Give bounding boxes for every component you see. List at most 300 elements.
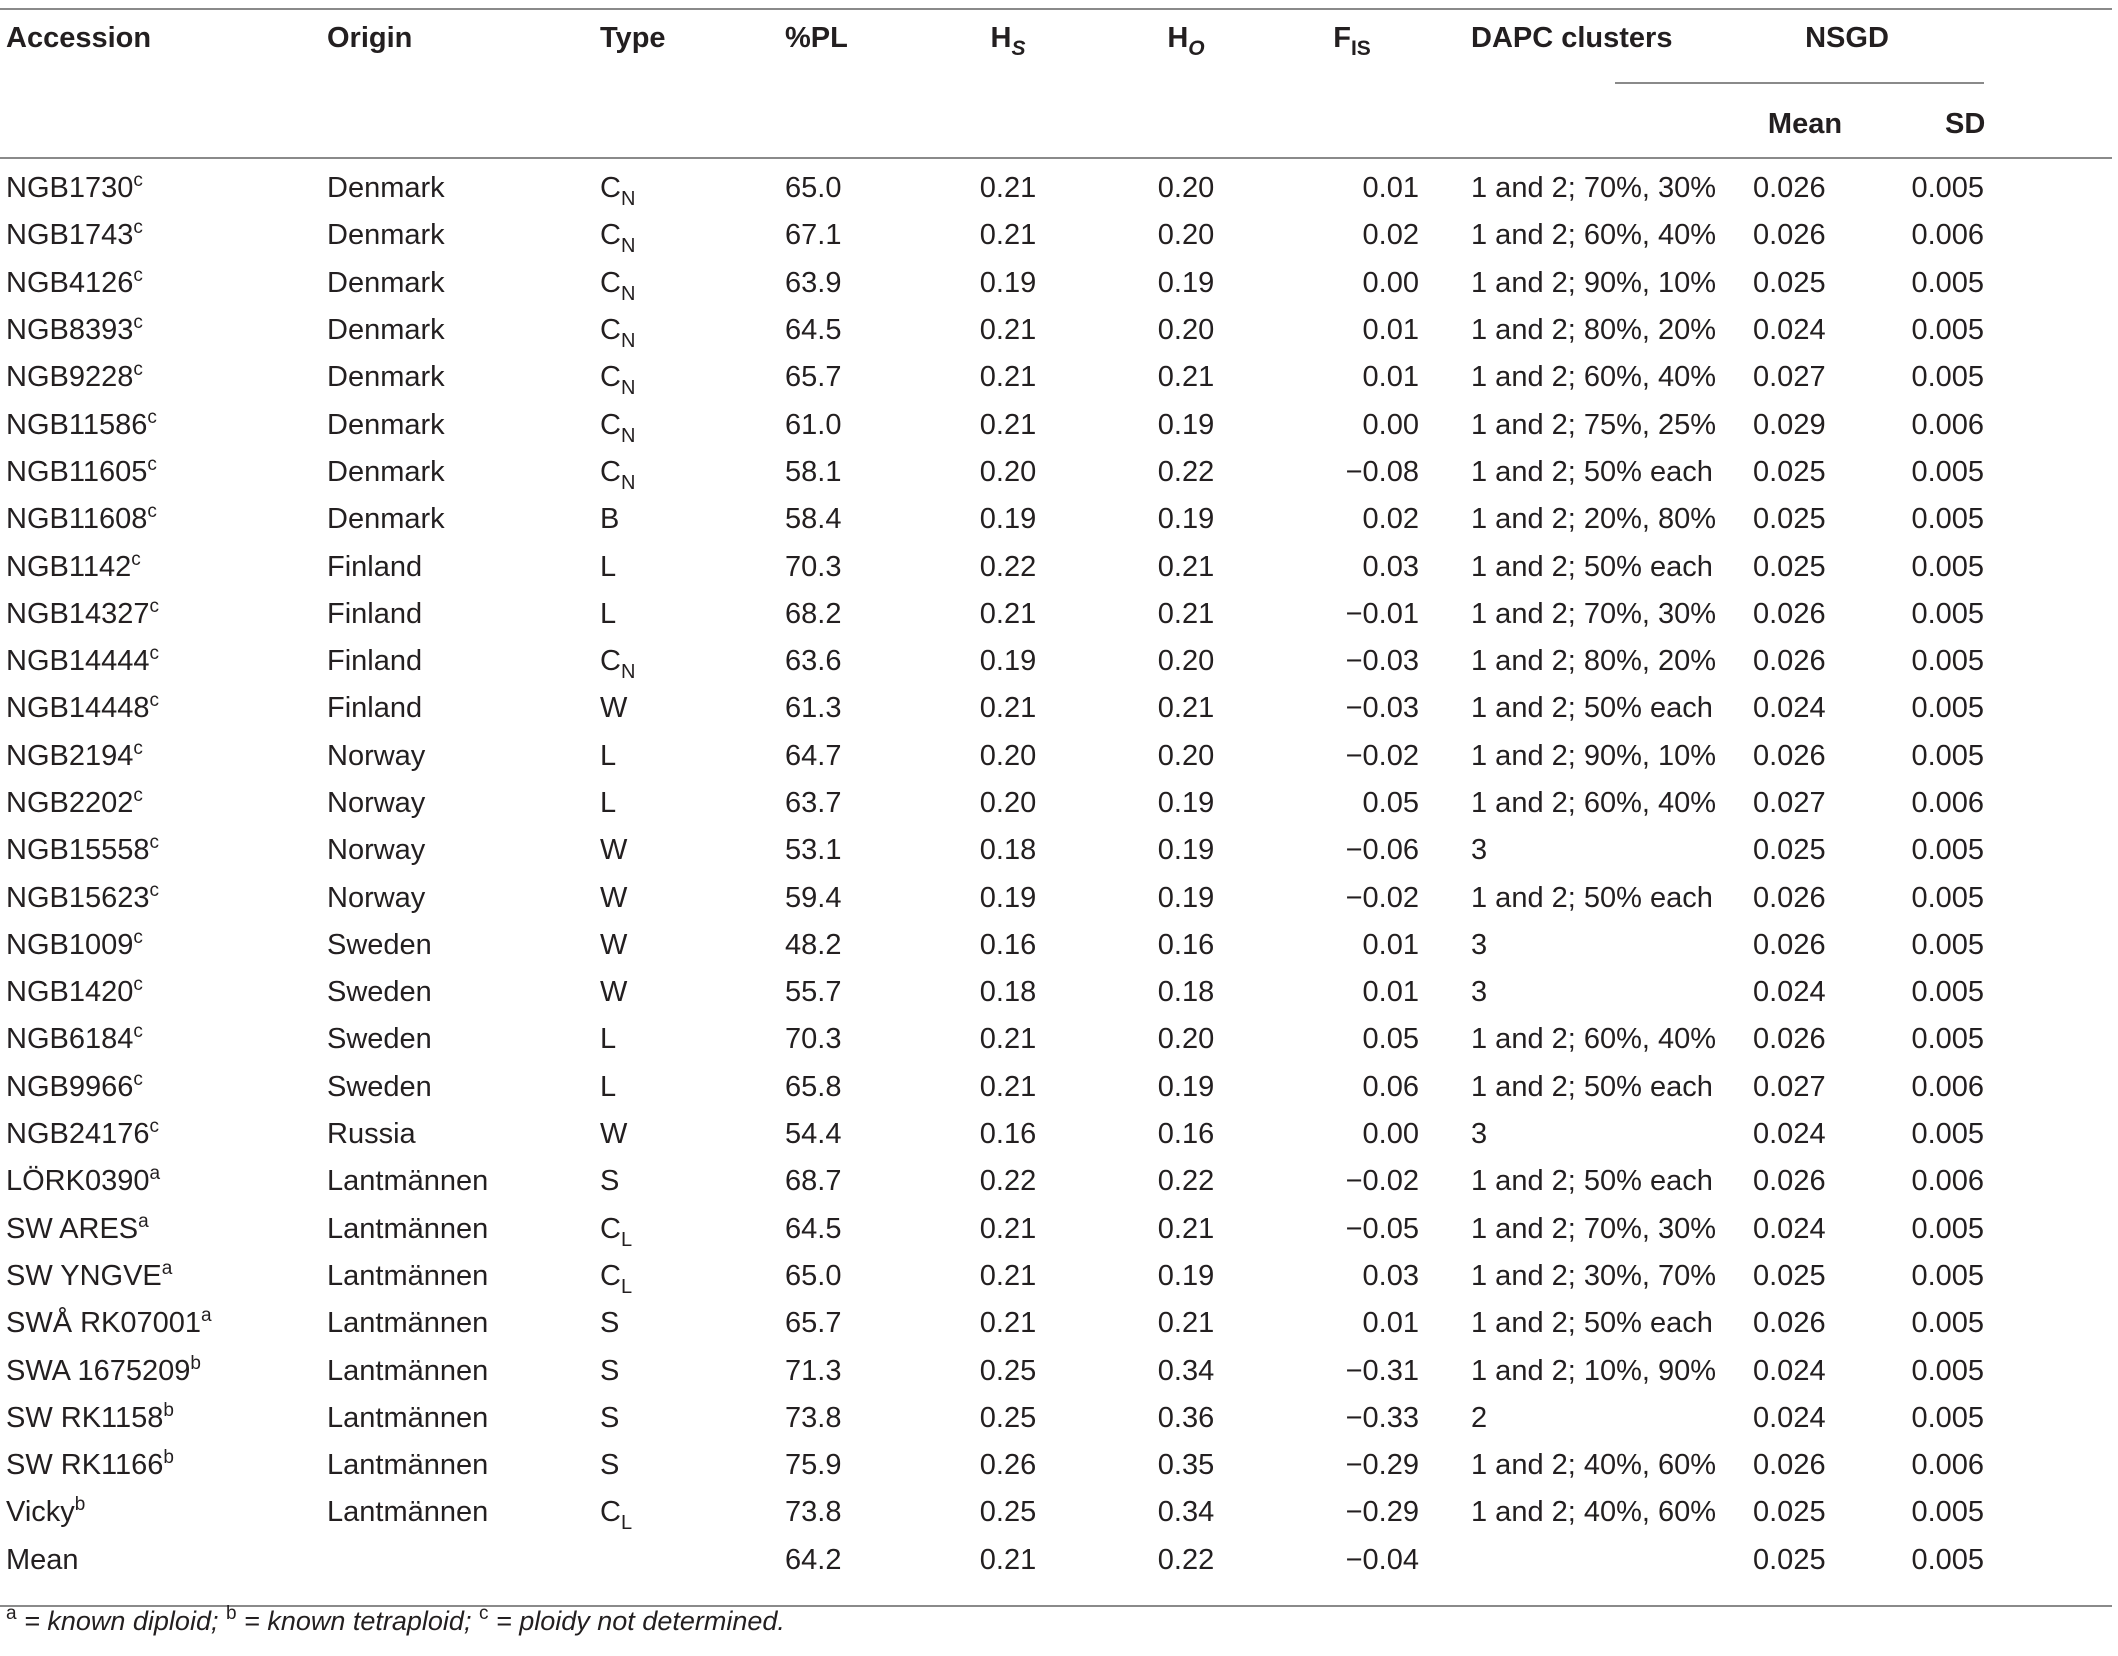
cell-sd: 0.005 <box>1911 881 1985 914</box>
header-subrow <box>0 83 2112 165</box>
cell-pl: 65.7 <box>785 361 842 394</box>
cell-hs: 0.22 <box>979 550 1037 583</box>
cell-accession: NGB15623$^c$ <box>6 879 159 914</box>
cell-pl: 67.1 <box>785 219 842 252</box>
cell-dapc <box>1429 1537 1615 1584</box>
cell-accession: SW RK1166$^b$ <box>6 1447 174 1482</box>
cell-type: $C_L$ <box>600 1496 633 1535</box>
cell-sd: 0.005 <box>1911 739 1985 772</box>
cell-fis: −0.33 <box>1345 1401 1419 1434</box>
cell-origin: Lantmännen <box>327 1212 489 1245</box>
cell-ho: 0.20 <box>1157 1023 1215 1056</box>
cell-fis: 0.01 <box>1362 361 1419 394</box>
cell-pl: 68.2 <box>785 597 842 630</box>
cell-ho: 0.19 <box>1157 787 1215 819</box>
cell-accession: NGB15558$^c$ <box>6 832 159 867</box>
cell-origin: Denmark <box>327 172 445 205</box>
table-row <box>0 449 2112 496</box>
cell-dapc: 1 and 2; 40%, 60% <box>1471 1496 1717 1529</box>
cell-origin: Lantmännen <box>327 1165 489 1198</box>
cell-fis: −0.02 <box>1345 881 1419 914</box>
cell-origin: Lantmännen <box>327 1259 489 1292</box>
cell-mean: 0.026 <box>1753 928 1826 961</box>
cell-accession: NGB8393$^c$ <box>6 312 143 347</box>
cell-hs: 0.20 <box>979 787 1037 819</box>
cell-fis: 0.01 <box>1362 172 1419 205</box>
cell-mean: 0.024 <box>1753 1401 1826 1434</box>
cell-origin: Norway <box>327 787 426 819</box>
cell-origin: Lantmännen <box>327 1449 489 1482</box>
cell-mean: 0.024 <box>1753 1354 1826 1387</box>
cell-mean: 0.026 <box>1753 739 1826 772</box>
cell-mean: 0.026 <box>1753 1023 1826 1056</box>
cell-type: L <box>600 550 617 583</box>
cell-ho: 0.16 <box>1157 928 1215 961</box>
cell-hs: 0.21 <box>979 361 1037 394</box>
cell-fis: −0.03 <box>1345 692 1419 725</box>
cell-origin: Norway <box>327 834 426 867</box>
cell-ho: 0.20 <box>1157 314 1215 347</box>
cell-hs: 0.25 <box>979 1496 1037 1529</box>
cell-pl: 54.4 <box>785 1118 842 1151</box>
cell-accession: NGB1009$^c$ <box>6 926 143 961</box>
cell-pl: 73.8 <box>785 1496 842 1529</box>
table-row <box>0 1158 2112 1205</box>
cell-dapc: 1 and 2; 75%, 25% <box>1471 408 1717 441</box>
cell-mean: 0.024 <box>1753 976 1826 1009</box>
cell-ho: 0.19 <box>1157 1070 1215 1103</box>
cell-dapc: 1 and 2; 50% each <box>1471 881 1713 914</box>
cell-type: $C_N$ <box>600 314 636 353</box>
cell-hs: 0.16 <box>979 928 1037 961</box>
cell-ho: 0.19 <box>1157 266 1215 299</box>
cell-ho: 0.16 <box>1157 1118 1215 1151</box>
cell-type: $C_N$ <box>600 361 636 400</box>
cell-type: $C_N$ <box>600 455 636 494</box>
cell-pl: 55.7 <box>785 976 842 1009</box>
cell-fis: 0.05 <box>1362 1023 1419 1056</box>
cell-fis: 0.01 <box>1362 976 1419 1009</box>
cell-pl: 70.3 <box>785 550 842 583</box>
cell-accession: NGB11605$^c$ <box>6 453 157 488</box>
cell-fis: 0.05 <box>1362 787 1419 819</box>
cell-sd: 0.006 <box>1911 408 1985 441</box>
cell-origin: Sweden <box>327 1023 432 1056</box>
cell-accession: NGB9228$^c$ <box>6 359 143 394</box>
cell-fis: 0.01 <box>1362 928 1419 961</box>
cell-pl: 64.7 <box>785 739 842 772</box>
cell-type: W <box>600 692 628 725</box>
cell-sd: 0.005 <box>1911 503 1985 536</box>
table-row <box>0 307 2112 354</box>
cell-ho: 0.19 <box>1157 503 1215 536</box>
cell-pl: 64.5 <box>785 314 842 347</box>
cell-accession: NGB1420$^c$ <box>6 974 143 1009</box>
cell-sd: 0.005 <box>1911 1496 1985 1529</box>
col-origin: Origin <box>327 22 413 54</box>
cell-pl: 53.1 <box>785 834 842 867</box>
cell-hs: 0.20 <box>979 455 1037 488</box>
cell-pl: 65.0 <box>785 172 842 205</box>
cell-accession: LÖRK0390$^a$ <box>6 1163 161 1198</box>
cell-ho: 0.34 <box>1157 1354 1215 1387</box>
cell-hs: 0.21 <box>979 1070 1037 1103</box>
cell-origin: Sweden <box>327 928 432 961</box>
cell-sd: 0.005 <box>1911 1023 1985 1056</box>
cell-mean: 0.024 <box>1753 314 1826 347</box>
cell-hs: 0.21 <box>979 1023 1037 1056</box>
cell-origin: Denmark <box>327 219 445 252</box>
cell-sd: 0.005 <box>1911 1307 1985 1340</box>
cell-sd: 0.005 <box>1911 314 1985 347</box>
cell-origin: Norway <box>327 881 426 914</box>
cell-sd: 0.005 <box>1911 597 1985 630</box>
table-row <box>0 1253 2112 1300</box>
table-row <box>0 733 2112 780</box>
table-row <box>0 1347 2112 1394</box>
cell-pl: 63.7 <box>785 787 842 819</box>
cell-hs: 0.19 <box>979 881 1037 914</box>
cell-dapc: 1 and 2; 50% each <box>1471 1307 1713 1340</box>
cell-origin: Lantmännen <box>327 1401 489 1434</box>
cell-type: $C_N$ <box>600 408 636 447</box>
cell-sd: 0.006 <box>1911 1070 1985 1103</box>
cell-origin: Denmark <box>327 455 445 488</box>
cell-hs: 0.21 <box>979 1543 1037 1576</box>
table-row <box>0 638 2112 685</box>
cell-mean: 0.027 <box>1753 361 1826 394</box>
cell-mean: 0.026 <box>1753 645 1826 678</box>
cell-fis: −0.29 <box>1345 1449 1419 1482</box>
cell-pl: 71.3 <box>785 1354 842 1387</box>
cell-type: S <box>600 1449 620 1482</box>
cell-fis: 0.00 <box>1362 266 1419 299</box>
table-row <box>0 165 2112 212</box>
cell-fis: −0.03 <box>1345 645 1419 678</box>
cell-dapc: 3 <box>1471 928 1488 961</box>
cell-ho: 0.22 <box>1157 455 1215 488</box>
cell-dapc: 1 and 2; 50% each <box>1471 1070 1713 1103</box>
cell-fis: −0.05 <box>1345 1212 1419 1245</box>
table-row <box>0 922 2112 969</box>
cell-accession: Mean <box>6 1543 79 1576</box>
cell-hs: 0.19 <box>979 503 1037 536</box>
cell-pl: 61.0 <box>785 408 842 441</box>
cell-pl: 63.9 <box>785 266 842 299</box>
cell-type: S <box>600 1307 620 1340</box>
cell-dapc: 3 <box>1471 1118 1488 1151</box>
cell-fis: −0.02 <box>1345 739 1419 772</box>
cell-dapc: 1 and 2; 50% each <box>1471 1165 1713 1198</box>
cell-ho: 0.21 <box>1157 1212 1215 1245</box>
cell-ho: 0.21 <box>1157 597 1215 630</box>
cell-mean: 0.027 <box>1753 1070 1826 1103</box>
cell-type: L <box>600 787 617 819</box>
cell-origin: Denmark <box>327 314 445 347</box>
cell-mean: 0.026 <box>1753 1307 1826 1340</box>
header-rule <box>0 157 2112 159</box>
cell-fis: −0.06 <box>1345 834 1419 867</box>
cell-accession: NGB6184$^c$ <box>6 1021 143 1056</box>
table-row <box>0 1016 2112 1063</box>
cell-sd: 0.005 <box>1911 455 1985 488</box>
cell-ho: 0.20 <box>1157 172 1215 205</box>
cell-sd: 0.005 <box>1911 361 1985 394</box>
cell-type: $C_L$ <box>600 1212 633 1251</box>
cell-dapc: 1 and 2; 70%, 30% <box>1471 1212 1717 1245</box>
cell-type: L <box>600 597 617 630</box>
cell-origin: Russia <box>327 1118 416 1151</box>
cell-origin: Lantmännen <box>327 1354 489 1387</box>
cell-dapc: 1 and 2; 50% each <box>1471 692 1713 725</box>
table-row <box>0 1442 2112 1489</box>
cell-pl: 59.4 <box>785 881 842 914</box>
cell-mean: 0.025 <box>1753 1259 1826 1292</box>
cell-accession: NGB11586$^c$ <box>6 406 157 441</box>
col-sd: SD <box>1945 108 1986 140</box>
cell-type: W <box>600 928 628 961</box>
cell-origin: Sweden <box>327 1070 432 1103</box>
cell-mean: 0.026 <box>1753 1165 1826 1198</box>
cell-origin: Lantmännen <box>327 1496 489 1529</box>
table-row <box>0 354 2112 401</box>
cell-dapc: 1 and 2; 30%, 70% <box>1471 1259 1717 1292</box>
cell-ho: 0.20 <box>1157 645 1215 678</box>
cell-pl: 48.2 <box>785 928 842 961</box>
cell-ho: 0.19 <box>1157 408 1215 441</box>
cell-mean: 0.026 <box>1753 219 1826 252</box>
cell-fis: 0.00 <box>1362 408 1419 441</box>
col-hs: $H_S$ <box>990 22 1026 60</box>
cell-sd: 0.005 <box>1911 1354 1985 1387</box>
col-accession: Accession <box>6 22 152 54</box>
cell-pl: 63.6 <box>785 645 842 678</box>
cell-fis: 0.02 <box>1362 503 1419 536</box>
cell-hs: 0.26 <box>979 1449 1037 1482</box>
cell-accession: NGB14448$^c$ <box>6 690 159 725</box>
cell-mean: 0.025 <box>1753 455 1826 488</box>
cell-fis: −0.04 <box>1345 1543 1419 1576</box>
cell-type: B <box>600 503 620 536</box>
cell-dapc: 1 and 2; 70%, 30% <box>1471 597 1717 630</box>
table-row <box>0 874 2112 921</box>
cell-type: L <box>600 1070 617 1103</box>
cell-mean: 0.026 <box>1753 597 1826 630</box>
cell-sd: 0.005 <box>1911 1212 1985 1245</box>
cell-accession: SWÅ RK07001$^a$ <box>6 1305 212 1340</box>
cell-type: S <box>600 1165 620 1198</box>
cell-sd: 0.006 <box>1911 1449 1985 1482</box>
table-row <box>0 591 2112 638</box>
cell-fis: −0.02 <box>1345 1165 1419 1198</box>
cell-ho: 0.20 <box>1157 739 1215 772</box>
cell-pl: 65.8 <box>785 1070 842 1103</box>
cell-pl: 64.2 <box>785 1543 842 1576</box>
top-rule <box>0 8 2112 10</box>
cell-dapc: 1 and 2; 10%, 90% <box>1471 1354 1717 1387</box>
cell-mean: 0.025 <box>1753 503 1826 536</box>
cell-origin: Finland <box>327 550 423 583</box>
cell-mean: 0.024 <box>1753 1212 1826 1245</box>
cell-accession: NGB24176$^c$ <box>6 1116 159 1151</box>
cell-dapc: 1 and 2; 90%, 10% <box>1471 739 1717 772</box>
cell-type: W <box>600 976 628 1009</box>
cell-ho: 0.34 <box>1157 1496 1215 1529</box>
cell-sd: 0.005 <box>1911 692 1985 725</box>
table-row <box>0 1206 2112 1253</box>
cell-origin: Sweden <box>327 976 432 1009</box>
cell-hs: 0.21 <box>979 172 1037 205</box>
table-row <box>0 401 2112 448</box>
cell-origin: Finland <box>327 692 423 725</box>
cell-ho: 0.22 <box>1157 1543 1215 1576</box>
cell-type: $C_N$ <box>600 645 636 684</box>
cell-hs: 0.18 <box>979 976 1037 1009</box>
cell-hs: 0.20 <box>979 739 1037 772</box>
cell-hs: 0.22 <box>979 1165 1037 1198</box>
cell-sd: 0.005 <box>1911 976 1985 1009</box>
cell-origin: Denmark <box>327 503 445 536</box>
cell-sd: 0.005 <box>1911 645 1985 678</box>
cell-accession: NGB2194$^c$ <box>6 737 143 772</box>
cell-accession: NGB1743$^c$ <box>6 217 143 252</box>
cell-dapc: 1 and 2; 90%, 10% <box>1471 266 1717 299</box>
cell-ho: 0.21 <box>1157 361 1215 394</box>
cell-type: W <box>600 1118 628 1151</box>
cell-fis: −0.08 <box>1345 455 1419 488</box>
cell-mean: 0.025 <box>1753 266 1826 299</box>
cell-dapc: 1 and 2; 40%, 60% <box>1471 1449 1717 1482</box>
cell-sd: 0.006 <box>1911 787 1985 819</box>
cell-hs: 0.18 <box>979 834 1037 867</box>
cell-hs: 0.21 <box>979 1212 1037 1245</box>
cell-fis: −0.31 <box>1345 1354 1419 1387</box>
cell-hs: 0.21 <box>979 314 1037 347</box>
col-type: Type <box>600 22 666 54</box>
cell-ho: 0.22 <box>1157 1165 1215 1198</box>
cell-mean: 0.026 <box>1753 881 1826 914</box>
cell-accession: NGB1730$^c$ <box>6 170 143 205</box>
col-pl: %PL <box>785 22 848 54</box>
cell-sd: 0.005 <box>1911 172 1985 205</box>
cell-hs: 0.21 <box>979 219 1037 252</box>
cell-type: $C_N$ <box>600 172 636 211</box>
cell-fis: 0.06 <box>1362 1070 1419 1103</box>
cell-type: W <box>600 834 628 867</box>
cell-sd: 0.005 <box>1911 1543 1985 1576</box>
cell-accession: NGB11608$^c$ <box>6 501 157 536</box>
table-row <box>0 685 2112 732</box>
cell-pl: 58.4 <box>785 503 842 536</box>
cell-pl: 58.1 <box>785 455 842 488</box>
cell-type: L <box>600 1023 617 1056</box>
cell-origin: Denmark <box>327 361 445 394</box>
cell-mean: 0.026 <box>1753 1449 1826 1482</box>
cell-pl: 61.3 <box>785 692 842 725</box>
cell-mean: 0.025 <box>1753 834 1826 867</box>
cell-dapc: 1 and 2; 60%, 40% <box>1471 219 1717 252</box>
cell-dapc: 2 <box>1471 1401 1488 1434</box>
cell-sd: 0.005 <box>1911 1401 1985 1434</box>
cell-dapc: 1 and 2; 50% each <box>1471 550 1713 583</box>
table-row <box>0 212 2112 259</box>
cell-origin: Finland <box>327 597 423 630</box>
cell-hs: 0.16 <box>979 1118 1037 1151</box>
cell-hs: 0.21 <box>979 597 1037 630</box>
cell-ho: 0.35 <box>1157 1449 1215 1482</box>
cell-type: S <box>600 1354 620 1387</box>
cell-pl: 70.3 <box>785 1023 842 1056</box>
cell-mean: 0.025 <box>1753 550 1826 583</box>
header-row <box>0 8 2112 83</box>
cell-origin <box>327 1537 600 1584</box>
col-ho: $H_O$ <box>1167 22 1205 60</box>
cell-type: $C_N$ <box>600 219 636 258</box>
cell-fis: 0.01 <box>1362 1307 1419 1340</box>
cell-type: L <box>600 739 617 772</box>
table-row <box>0 496 2112 543</box>
cell-type: $C_N$ <box>600 266 636 305</box>
cell-origin: Norway <box>327 739 426 772</box>
table-row <box>0 969 2112 1016</box>
cell-accession: Vicky$^b$ <box>6 1494 86 1529</box>
cell-origin: Denmark <box>327 408 445 441</box>
cell-accession: NGB2202$^c$ <box>6 785 143 819</box>
cell-type: S <box>600 1401 620 1434</box>
col-mean: Mean <box>1767 108 1843 140</box>
table-body <box>0 165 2112 1584</box>
cell-ho: 0.36 <box>1157 1401 1215 1434</box>
cell-fis: 0.03 <box>1362 1259 1419 1292</box>
table-row <box>0 1537 2112 1584</box>
cell-mean: 0.024 <box>1753 1118 1826 1151</box>
cell-accession: SWA 1675209$^b$ <box>6 1352 201 1387</box>
cell-dapc: 1 and 2; 60%, 40% <box>1471 361 1717 394</box>
cell-fis: −0.29 <box>1345 1496 1419 1529</box>
cell-sd: 0.005 <box>1911 1259 1985 1292</box>
cell-ho: 0.18 <box>1157 976 1215 1009</box>
cell-accession: SW ARES$^a$ <box>6 1210 149 1245</box>
cell-mean: 0.024 <box>1753 692 1826 725</box>
cell-sd: 0.005 <box>1911 1118 1985 1151</box>
cell-ho: 0.21 <box>1157 1307 1215 1340</box>
cell-origin: Denmark <box>327 266 445 299</box>
cell-ho: 0.19 <box>1157 834 1215 867</box>
data-table <box>0 8 2112 1584</box>
cell-dapc: 1 and 2; 60%, 40% <box>1471 1023 1717 1056</box>
footnote: $^a$ = known diploid; $^b$ = known tetraploid; $^c$ = ploidy not determined. <box>6 1603 785 1636</box>
cell-dapc: 3 <box>1471 976 1488 1009</box>
cell-accession: NGB14444$^c$ <box>6 643 159 678</box>
cell-sd: 0.005 <box>1911 834 1985 867</box>
table-row <box>0 1489 2112 1536</box>
cell-pl: 65.0 <box>785 1259 842 1292</box>
cell-hs: 0.19 <box>979 266 1037 299</box>
table-row <box>0 1300 2112 1347</box>
cell-fis: −0.01 <box>1345 597 1419 630</box>
cell-dapc: 1 and 2; 80%, 20% <box>1471 645 1717 678</box>
cell-type: $C_L$ <box>600 1259 633 1298</box>
cell-type <box>600 1537 785 1584</box>
cell-dapc: 1 and 2; 60%, 40% <box>1471 787 1717 819</box>
cell-sd: 0.005 <box>1911 266 1985 299</box>
cell-dapc: 1 and 2; 20%, 80% <box>1471 503 1717 536</box>
table-row <box>0 1064 2112 1111</box>
cell-hs: 0.19 <box>979 645 1037 678</box>
cell-accession: NGB1142$^c$ <box>6 548 141 583</box>
cell-origin: Lantmännen <box>327 1307 489 1340</box>
cell-mean: 0.026 <box>1753 172 1826 205</box>
